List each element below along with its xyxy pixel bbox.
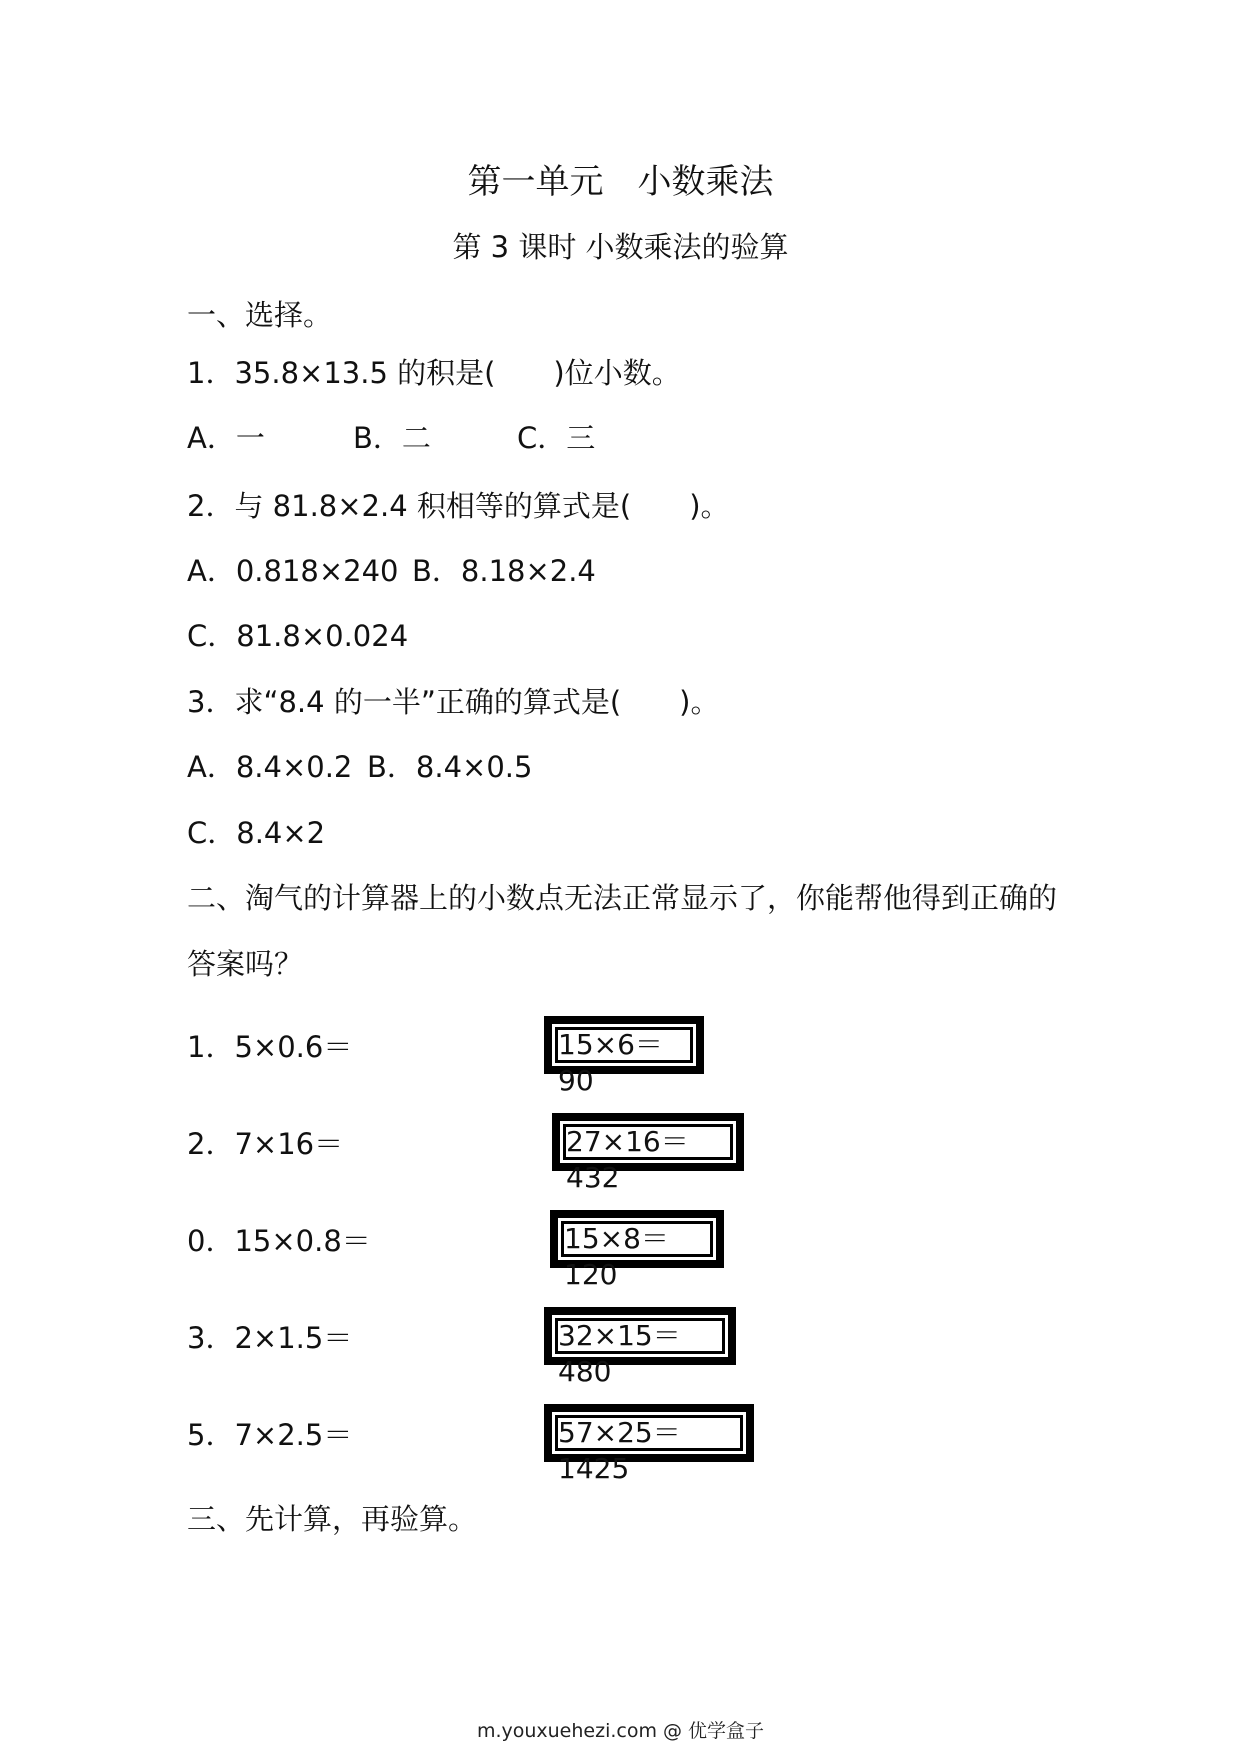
q2-text: 2．与 81.8×2.4 积相等的算式是( )。 bbox=[187, 489, 730, 523]
q3-options-row1 bbox=[187, 747, 532, 787]
calculator-display-3 bbox=[550, 1210, 724, 1291]
q3-option-a: A．8.4×0.2 bbox=[187, 750, 353, 784]
q1-text: 1．35.8×13.5 的积是( )位小数。 bbox=[187, 356, 681, 390]
q2-options-row1 bbox=[187, 551, 596, 591]
section2-heading-line1: 二、淘气的计算器上的小数点无法正常显示了，你能帮他得到正确的 bbox=[187, 881, 1058, 915]
q1-options bbox=[187, 418, 595, 458]
calc-question-2: 2．7×16＝ bbox=[187, 1127, 344, 1161]
calc-question-1: 1．5×0.6＝ bbox=[187, 1030, 353, 1064]
calculator-display-3-text: 15×8＝120 bbox=[564, 1222, 669, 1291]
q1-option-c: C．三 bbox=[517, 421, 596, 455]
calc-question-4: 3．2×1.5＝ bbox=[187, 1321, 353, 1355]
q3-option-b: B．8.4×0.5 bbox=[367, 750, 533, 784]
calculator-display-4-text: 32×15＝480 bbox=[558, 1319, 681, 1388]
calculator-display-2-text: 27×16＝432 bbox=[566, 1125, 689, 1194]
calculator-display-5 bbox=[544, 1404, 754, 1485]
q3-option-c: C．8.4×2 bbox=[187, 816, 326, 850]
q3-text: 3．求“8.4 的一半”正确的算式是( )。 bbox=[187, 685, 720, 719]
calculator-display-5-text: 57×25＝1425 bbox=[558, 1416, 681, 1485]
q2-option-c: C．81.8×0.024 bbox=[187, 619, 409, 653]
section1-heading: 一、选择。 bbox=[187, 298, 333, 332]
calc-question-5: 5．7×2.5＝ bbox=[187, 1418, 353, 1452]
q2-option-b: B．8.18×2.4 bbox=[412, 554, 596, 588]
section3-heading: 三、先计算，再验算。 bbox=[187, 1502, 478, 1536]
footer-watermark: m.youxuehezi.com @ 优学盒子 bbox=[476, 1720, 765, 1742]
unit-topic: 小数乘法 bbox=[637, 162, 774, 202]
calculator-display-2 bbox=[552, 1113, 744, 1194]
q1-option-b: B．二 bbox=[353, 421, 431, 455]
q2-option-a: A．0.818×240 bbox=[187, 554, 399, 588]
lesson-subtitle: 第 3 课时 小数乘法的验算 bbox=[452, 230, 789, 264]
calculator-display-1-text: 15×6＝90 bbox=[558, 1028, 663, 1097]
calculator-display-4 bbox=[544, 1307, 736, 1388]
unit-label: 第一单元 bbox=[467, 162, 604, 202]
calc-question-3: 0．15×0.8＝ bbox=[187, 1224, 371, 1258]
section2-heading-line2: 答案吗？ bbox=[187, 947, 304, 981]
page-title bbox=[0, 160, 1241, 204]
q1-option-a: A．一 bbox=[187, 421, 265, 455]
calculator-display-1 bbox=[544, 1016, 704, 1097]
